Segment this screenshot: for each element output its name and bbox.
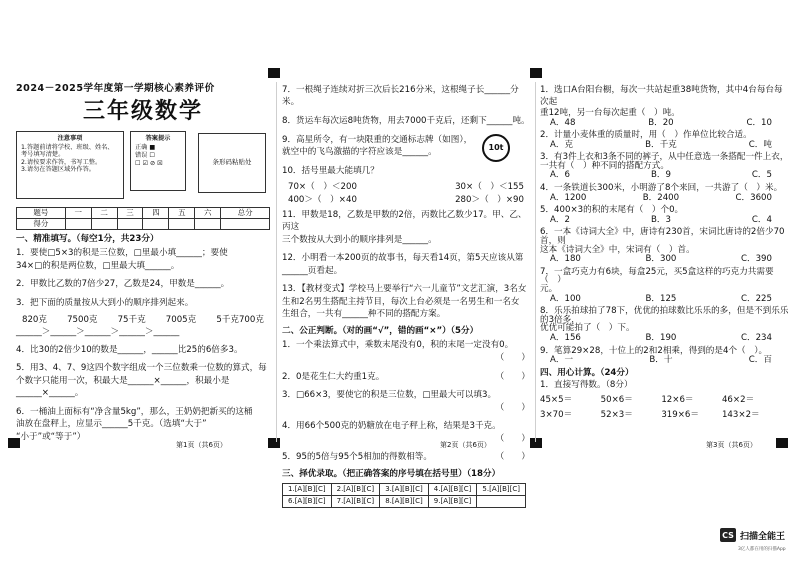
choice-option[interactable]: A．2 bbox=[550, 214, 570, 225]
choice-option[interactable]: B．300 bbox=[645, 254, 677, 265]
question-8: 8．货运车每次运8吨货物，用去7000千克后，还剩下______吨。 bbox=[282, 116, 530, 127]
score-header-cell: 三 bbox=[117, 207, 143, 218]
mass-item: 5千克700克 bbox=[216, 314, 264, 325]
camscanner-icon: CS bbox=[720, 528, 736, 542]
answer-row bbox=[283, 495, 526, 507]
choice-option[interactable]: B．9 bbox=[650, 170, 671, 181]
barcode-area: 条形码粘贴处 bbox=[198, 133, 266, 193]
question-text: “小于”或“等于”） bbox=[16, 431, 86, 442]
question-11 bbox=[282, 209, 530, 246]
choice-text: 元。 bbox=[540, 284, 558, 294]
section-1-title: 一、精准填写。（每空1分，共23分） bbox=[16, 233, 159, 244]
answer-cell[interactable]: 6.[A][B][C] bbox=[283, 495, 332, 507]
page-footer: 第1页（共6页） bbox=[176, 441, 227, 449]
question-text: 13．【教材变式】学校马上要举行“六一儿童节”文艺汇演，3名女 bbox=[282, 284, 527, 295]
page-footer: 第2页（共6页） bbox=[440, 441, 491, 449]
choice-8 bbox=[540, 307, 790, 342]
calc-item[interactable]: 50×6＝ bbox=[600, 394, 633, 405]
calc-row bbox=[540, 411, 790, 420]
q10-item: 400＞（ ）×40 bbox=[288, 195, 357, 206]
judge-3 bbox=[282, 389, 530, 414]
calc-item[interactable]: 319×6＝ bbox=[661, 409, 699, 420]
choice-text: 4．一条铁道长300米，小明游了8个来回，一共游了（ ）米。 bbox=[540, 183, 783, 194]
tip-line: 正确 ■ bbox=[135, 144, 156, 152]
question-text: ______页看起。 bbox=[282, 265, 343, 276]
calc-row bbox=[540, 396, 790, 405]
notes-line: 3.请勿在答题区域外作答。 bbox=[21, 166, 95, 174]
question-text: 生组合，一共有______种不同的搭配方案。 bbox=[282, 309, 446, 320]
judge-text: 5．95的5倍与95个5相加的得数相等。 bbox=[282, 452, 432, 463]
judge-paren[interactable]: （ ） bbox=[495, 352, 530, 363]
choice-6 bbox=[540, 228, 790, 263]
question-5 bbox=[16, 362, 270, 399]
score-header-cell: 一 bbox=[65, 207, 91, 218]
choice-option[interactable]: C．234 bbox=[740, 332, 772, 343]
answer-cell[interactable]: 5.[A][B][C] bbox=[477, 483, 526, 495]
choice-options bbox=[540, 334, 790, 343]
direct-answer-title: 1．直接写得数。（8分） bbox=[540, 380, 633, 391]
notes-box bbox=[16, 131, 124, 199]
choice-text: 这本《诗词大全》中，宋词有（ ）首。 bbox=[540, 244, 695, 255]
choice-options bbox=[540, 194, 790, 203]
judge-paren[interactable]: （ ） bbox=[495, 402, 530, 413]
question-9 bbox=[282, 134, 530, 159]
answer-cell[interactable]: 1.[A][B][C] bbox=[283, 483, 332, 495]
question-2: 2．甲数比乙数的7倍少27，乙数是24，甲数是______。 bbox=[16, 279, 230, 290]
answer-row bbox=[283, 483, 526, 495]
score-table bbox=[16, 207, 270, 230]
column-2 bbox=[282, 84, 530, 512]
choice-options bbox=[540, 216, 790, 225]
judge-4 bbox=[282, 420, 530, 445]
score-header-cell: 五 bbox=[169, 207, 195, 218]
score-cell[interactable] bbox=[195, 218, 221, 229]
mass-item: 7005克 bbox=[165, 314, 197, 325]
choice-option[interactable]: B．千克 bbox=[645, 139, 677, 150]
choice-option[interactable]: A．156 bbox=[550, 332, 581, 343]
calc-item[interactable]: 12×6＝ bbox=[661, 394, 694, 405]
page-footer: 第3页（共6页） bbox=[706, 441, 757, 449]
question-6 bbox=[16, 406, 270, 443]
mass-item: 75千克 bbox=[117, 314, 146, 325]
exam-title: 2024－2025学年度第一学期核心素养评价 bbox=[16, 83, 215, 94]
weight-limit-sign-icon: 10t bbox=[482, 134, 510, 162]
choice-option[interactable]: B．20 bbox=[648, 117, 674, 128]
score-cell[interactable] bbox=[91, 218, 117, 229]
choice-option[interactable]: A．一 bbox=[550, 355, 574, 366]
choice-option[interactable]: A．克 bbox=[550, 139, 574, 150]
registration-mark bbox=[268, 68, 280, 78]
registration-mark bbox=[530, 438, 542, 448]
calc-item[interactable]: 45×5＝ bbox=[540, 394, 573, 405]
question-text: 5．用3、4、7、9这四个数字组成一个三位数乘一位数的算式，每 bbox=[16, 363, 267, 374]
choice-3 bbox=[540, 153, 790, 180]
choice-option[interactable]: B．十 bbox=[649, 355, 673, 366]
score-cell[interactable] bbox=[221, 218, 270, 229]
choice-text: 9．笔算29×28，十位上的2和2相乘，得到的是4个（ ）。 bbox=[540, 345, 768, 356]
answer-cell[interactable]: 2.[A][B][C] bbox=[331, 483, 380, 495]
choice-options bbox=[540, 255, 790, 264]
choice-text: 5．400×3的积的末尾有（ ）个0。 bbox=[540, 205, 684, 216]
q10-item: 30×（ ）＜155 bbox=[455, 182, 524, 193]
question-text: 个数字只能用一次，积最大是______×______，积最小是 bbox=[16, 375, 230, 386]
choice-text: 一共有（ ）种不同的搭配方式。 bbox=[540, 160, 669, 171]
answer-cell[interactable]: 7.[A][B][C] bbox=[331, 495, 380, 507]
choice-options bbox=[540, 119, 790, 128]
choice-option[interactable]: C．3600 bbox=[735, 192, 772, 203]
choice-option[interactable]: B．190 bbox=[645, 332, 677, 343]
answer-cell[interactable]: 4.[A][B][C] bbox=[428, 483, 477, 495]
notes-title: 注意事项 bbox=[57, 134, 83, 142]
choice-option[interactable]: A．6 bbox=[550, 170, 570, 181]
mass-item: 7500克 bbox=[67, 314, 98, 325]
score-header-cell: 二 bbox=[91, 207, 117, 218]
q10-item: 280＞（ ）×90 bbox=[455, 195, 524, 206]
answer-cell[interactable]: 8.[A][B][C] bbox=[380, 495, 429, 507]
answer-cell[interactable]: 9.[A][B][C] bbox=[428, 495, 477, 507]
choice-option[interactable]: C．5 bbox=[751, 170, 772, 181]
judge-text: 4．用66个500克的奶糖放在电子秤上称，结果是3千克。 bbox=[282, 421, 501, 432]
score-header-cell: 四 bbox=[143, 207, 169, 218]
choice-text: 1．选口A台阳台橱，每次一共站起重38吨货物，其中4台每台每次起 bbox=[540, 85, 783, 108]
choice-option[interactable]: C．百 bbox=[748, 355, 772, 366]
tip-line: 错误 ☐ bbox=[135, 152, 155, 160]
choice-4 bbox=[540, 184, 790, 202]
answer-sheet bbox=[282, 483, 526, 508]
score-cell[interactable] bbox=[143, 218, 169, 229]
question-13 bbox=[282, 283, 530, 320]
section-2-title: 二、公正判断。（对的画“√”，错的画“×”）（5分） bbox=[282, 325, 479, 336]
score-header-row bbox=[17, 207, 270, 218]
column-3 bbox=[540, 84, 790, 419]
judge-2 bbox=[282, 371, 530, 383]
column-divider bbox=[535, 82, 536, 442]
question-3: 3．把下面的质量按从大到小的顺序排列起来。 bbox=[16, 297, 194, 308]
choice-options bbox=[540, 356, 790, 365]
scanner-logo bbox=[720, 528, 785, 542]
answer-cell[interactable]: 3.[A][B][C] bbox=[380, 483, 429, 495]
choice-text: 6．一本《诗词大全》中，唐诗有230首，宋词比唐诗的2倍少70首，则 bbox=[540, 227, 785, 247]
choice-text: 7．一盒巧克力有6块，每盒25元，买5盒这样的巧克力共需要（ ） bbox=[540, 266, 774, 286]
question-text-line: 就空中的飞鸟激描的字符应该是______。 bbox=[282, 147, 437, 158]
tip-title: 答案提示 bbox=[145, 134, 171, 142]
calc-item[interactable]: 52×3＝ bbox=[600, 409, 633, 420]
choice-text: 优优可能拍了（ ）下。 bbox=[540, 323, 635, 334]
notes-line: 2.请按要求作答，书写工整。 bbox=[21, 158, 102, 166]
order-blanks[interactable]: ______＞______＞______＞______＞______ bbox=[16, 327, 180, 338]
question-text: 12．小明看一本200页的故事书，每天看14页，第5天应该从第 bbox=[282, 253, 524, 264]
choice-option[interactable]: A．100 bbox=[550, 293, 581, 304]
subject-title: 三年级数学 bbox=[82, 98, 203, 124]
choice-text: 3．有3件上衣和3条不同的裤子，从中任意选一条搭配一件上衣， bbox=[540, 152, 789, 163]
question-text: 34×□的积是两位数，□里最大填______。 bbox=[16, 260, 180, 271]
choice-9 bbox=[540, 347, 790, 365]
notes-line: 1.答题前请将学校、班级、姓名、考号填写清楚。 bbox=[21, 144, 114, 159]
choice-options bbox=[540, 295, 790, 304]
calc-item[interactable]: 143×2＝ bbox=[721, 409, 760, 420]
score-header-cell: 题号 bbox=[17, 207, 66, 218]
score-cell[interactable] bbox=[65, 218, 91, 229]
choice-text: 8．乐乐拍球拍了78下，优优的拍球数比乐乐的多，但是不到乐乐的3倍多， bbox=[540, 306, 789, 325]
choice-option[interactable]: C．390 bbox=[740, 254, 772, 265]
registration-mark bbox=[776, 438, 788, 448]
question-text: 1．要使□5×3的积是三位数，□里最小填______；要使 bbox=[16, 248, 228, 259]
score-row-label: 得分 bbox=[17, 218, 66, 229]
choice-option[interactable]: B．3 bbox=[650, 214, 671, 225]
header-boxes bbox=[16, 131, 270, 199]
question-7: 7．一根绳子连续对折三次后长216分米，这根绳子长______分米。 bbox=[282, 85, 519, 108]
registration-mark bbox=[530, 68, 542, 78]
question-text: 11．甲数是18，乙数是甲数的2倍，丙数比乙数少17。甲、乙、丙这 bbox=[282, 209, 527, 233]
choice-option[interactable]: A．48 bbox=[550, 117, 576, 128]
score-header-cell: 总分 bbox=[221, 207, 270, 218]
choice-option[interactable]: B．125 bbox=[645, 293, 677, 304]
choice-1 bbox=[540, 84, 790, 127]
question-4: 4．比30的2倍少10的数是______，______比25的6倍多3。 bbox=[16, 344, 243, 355]
question-text: 三个数按从大到小的顺序排列是______。 bbox=[282, 234, 437, 245]
question-12 bbox=[282, 252, 530, 277]
question-text: 6．一桶油上面标有“净含量5kg”，那么，王奶奶把新买的这桶 bbox=[16, 406, 253, 417]
judge-text: 1．一个乘法算式中，乘数末尾没有0，积的末尾一定没有0。 bbox=[282, 340, 514, 351]
choice-option[interactable]: A．1200 bbox=[550, 192, 587, 203]
judge-text: 2．0是花生仁大约重1克。 bbox=[282, 371, 385, 382]
score-header-cell: 六 bbox=[195, 207, 221, 218]
answer-tip-box bbox=[130, 131, 186, 191]
question-text: 油放在盘秤上，应显示______5千克。（选填“大于” bbox=[16, 419, 207, 430]
choice-option[interactable]: A．180 bbox=[550, 254, 581, 265]
choice-7 bbox=[540, 268, 790, 303]
calc-item[interactable]: 3×70＝ bbox=[540, 409, 573, 420]
section-3-title: 三、择优录取。（把正确答案的序号填在括号里）（18分） bbox=[282, 469, 501, 479]
question-text: 生和2名男生搭配主持节目，每次上台必须是一名男生和一名女 bbox=[282, 296, 520, 307]
question-text bbox=[282, 143, 530, 158]
choice-options bbox=[540, 171, 790, 180]
choice-option[interactable]: C．10 bbox=[746, 117, 772, 128]
mass-list bbox=[22, 316, 264, 325]
score-cell[interactable] bbox=[169, 218, 195, 229]
question-text: ______×______。 bbox=[16, 388, 84, 399]
q10-row-1 bbox=[288, 183, 524, 192]
choice-text: 2．计量小麦体重的质量时，用（ ）作单位比较合适。 bbox=[540, 130, 752, 141]
question-10: 10．括号里最大能填几？ bbox=[282, 165, 379, 176]
scanner-app-name: 扫描全能王 bbox=[740, 531, 786, 542]
choice-option[interactable]: C．吨 bbox=[748, 139, 772, 150]
column-divider bbox=[276, 82, 277, 442]
choice-2 bbox=[540, 131, 790, 149]
tip-line: ☐ ☑ ⊘ ☒ bbox=[135, 159, 163, 167]
judge-paren[interactable]: （ ） bbox=[495, 452, 530, 463]
question-text: 9．高星所令，有一块限重的交通标志牌（如图）， bbox=[282, 134, 473, 145]
column-1 bbox=[16, 84, 270, 449]
judge-text: 3．□66×3，要使它的积是三位数，□里最大可以填3。 bbox=[282, 390, 497, 401]
judge-5 bbox=[282, 451, 530, 463]
q10-row-2 bbox=[288, 196, 524, 205]
choice-option[interactable]: C．4 bbox=[751, 214, 772, 225]
calc-item[interactable]: 46×2＝ bbox=[721, 394, 755, 405]
judge-1 bbox=[282, 339, 530, 364]
judge-paren[interactable]: （ ） bbox=[495, 371, 530, 382]
section-4-title: 四、用心计算。（24分） bbox=[540, 367, 634, 378]
mass-item: 820克 bbox=[22, 314, 47, 325]
choice-options bbox=[540, 141, 790, 150]
choice-5 bbox=[540, 206, 790, 224]
choice-option[interactable]: B．2400 bbox=[642, 192, 680, 203]
choice-option[interactable]: C．225 bbox=[740, 293, 772, 304]
scanner-tagline: 3亿人都在用的扫描App bbox=[738, 547, 786, 552]
q10-item: 70×（ ）＜200 bbox=[288, 182, 357, 193]
score-cell[interactable] bbox=[117, 218, 143, 229]
score-row bbox=[17, 218, 270, 229]
question-1 bbox=[16, 247, 270, 272]
choice-text: 重12吨，另一台每次起重（ ）吨。 bbox=[540, 107, 680, 118]
answer-cell bbox=[477, 495, 526, 507]
judge-paren[interactable]: （ ） bbox=[495, 433, 530, 444]
